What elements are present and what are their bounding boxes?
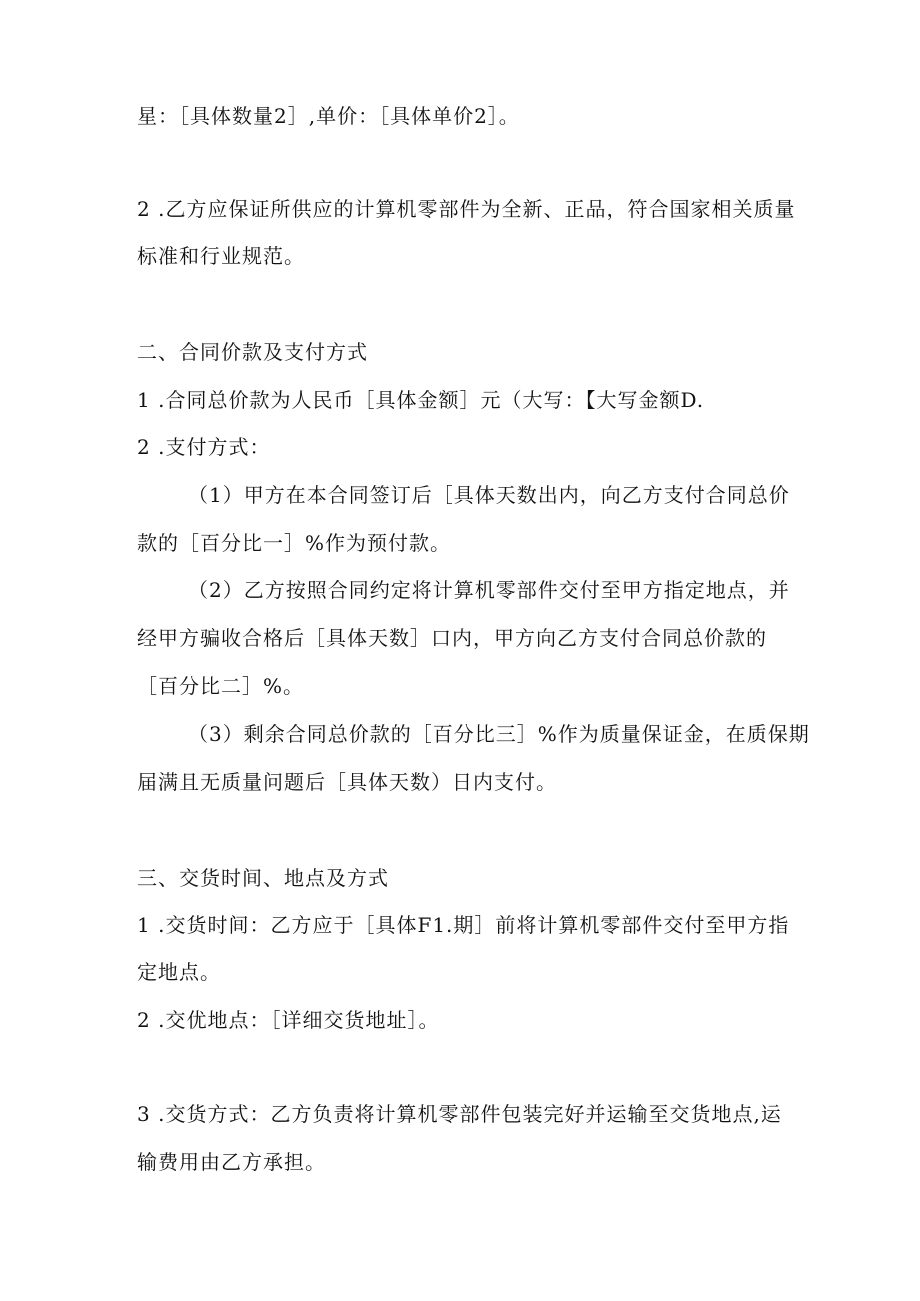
text-line-delivery-method-b: 输费用由乙方承担。	[137, 1150, 326, 1174]
text-line-payment-1b: 款的［百分比一］%作为预付款。	[137, 531, 452, 555]
text-line-delivery-time-b: 定地点。	[137, 960, 221, 984]
text-line-payment-3a: （3）剩余合同总价款的［百分比三］%作为质量保证金，在质保期	[188, 722, 810, 746]
text-line-payment-3b: 届满且无质量问题后［具体天数）日内支付。	[137, 770, 557, 794]
text-line-payment-1a: （1）甲方在本合同签订后［具体天数出内，向乙方支付合同总价	[188, 483, 790, 507]
text-line-quality-1: 2 .乙方应保证所供应的计算机零部件为全新、正品，符合国家相关质量	[137, 197, 796, 221]
text-line-payment-method: 2 .支付方式：	[137, 435, 271, 459]
text-line-payment-2a: （2）乙方按照合同约定将计算机零部件交付至甲方指定地点，并	[188, 578, 790, 602]
section-heading-delivery: 三、交货时间、地点及方式	[137, 866, 389, 890]
text-line-total-price: 1 .合同总价款为人民币［具体金额］元（大写：【大写金额D.	[137, 388, 705, 412]
text-line-payment-2b: 经甲方骗收合格后［具体天数］口内，甲方向乙方支付合同总价款的	[137, 626, 767, 650]
text-line-delivery-place: 2 .交优地点：［详细交货地址］。	[137, 1008, 440, 1032]
text-line-quantity-price: 星：［具体数量2］,单价：［具体单价2］。	[137, 104, 520, 128]
text-line-quality-2: 标准和行业规范。	[137, 244, 305, 268]
text-line-delivery-time-a: 1 .交货时间：乙方应于［具体F1.期］前将计算机零部件交付至甲方指	[137, 913, 790, 937]
section-heading-price-payment: 二、合同价款及支付方式	[137, 340, 368, 364]
text-line-payment-2c: ［百分比二］%。	[137, 674, 305, 698]
text-line-delivery-method-a: 3 .交货方式：乙方负责将计算机零部件包装完好并运输至交货地点,运	[137, 1102, 782, 1126]
